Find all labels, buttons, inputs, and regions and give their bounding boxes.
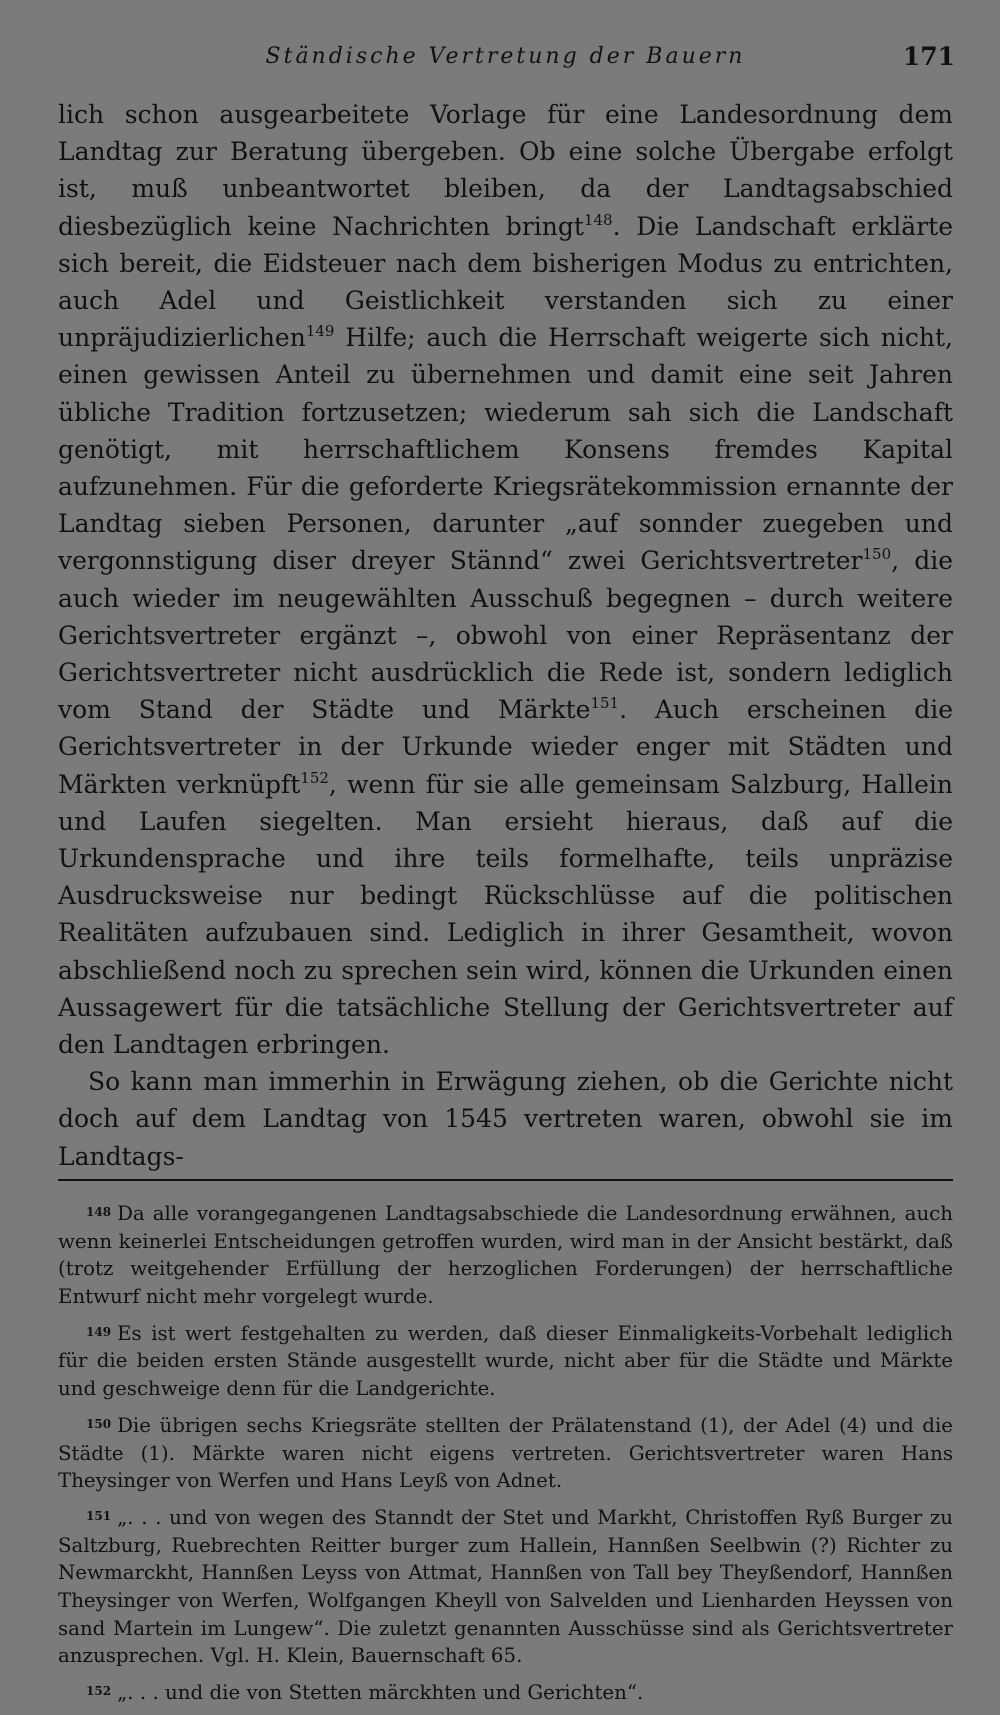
running-title: Ständische Vertretung der Bauern [265,44,746,69]
running-head [58,30,953,76]
footnote-ref-150: 150 [862,545,892,564]
page-number: 171 [902,42,955,71]
footnote-ref-148: 148 [583,210,613,229]
footnote-number: 151 [86,1508,112,1523]
text-run: , die auch wieder im neugewählten Ausschuß begegnen – durch weitere Gerichtsvertreter ergänzt –, obwohl von einer Repräsentanz der Gerichtsvertreter nicht ausdrücklich die Rede ist, sondern lediglich vom Stand der Städte und Märkte [58,546,954,725]
footnotes [58,1199,953,1707]
footnote-rule [58,1179,953,1181]
footnote-149 [58,1319,953,1403]
text-run: , wenn für sie alle gemeinsam Salzburg, Hallein und Laufen siegelten. Man ersieht hieraus, daß auf die Urkundensprache und ihre teils formelhafte, teils unpräzise Ausdrucksweise nur bedingt Rückschlüsse auf die politischen Realitäten aufzubauen sind. Lediglich in ihrer Gesamtheit, wovon abschließend noch zu sprechen sein wird, können die Urkunden einen Aussagewert für die tatsächliche Stellung der Gerichtsvertreter auf den Landtagen erbringen. [58,769,953,1060]
footnote-148 [58,1199,953,1311]
text-run: Hilfe; auch die Herrschaft weigerte sich nicht, einen gewissen Anteil zu übernehmen und damit eine seit Jahren übliche Tradition fortzusetzen; wiederum sah sich die Landschaft genötigt, mit herrschaftlichem Konsens fremdes Kapital aufzunehmen. Für die geforderte Kriegsrätekommission ernannte der Landtag sieben Personen, darunter „auf sonnder zuegeben und vergonnstigung diser dreyer Stännd“ zwei Gerichtsvertreter [58,323,953,576]
footnote-text: Es ist wert festgehalten zu werden, daß dieser Einmaligkeits-Vorbehalt lediglich für die beiden ersten Stände ausgestellt wurde, nicht aber für die Städte und Märkte und geschweige denn für die Landgerichte. [58,1321,953,1401]
paragraph-2: So kann man immerhin in Erwägung ziehen, ob die Gerichte nicht doch auf dem Landtag von 1545 vertreten waren, obwohl sie im Landtags- [58,1067,953,1171]
footnote-text: „. . . und die von Stetten märckhten und Gerichten“. [117,1681,644,1705]
text-run: lich schon ausgearbeitete Vorlage für eine Landesordnung dem Landtag zur Beratung übergeben. Ob eine solche Übergabe erfolgt ist, muß unbeantwortet bleiben, da der Landtagsabschied diesbezüglich keine Nachrichten bringt [58,100,953,241]
footnote-number: 150 [86,1416,112,1431]
footnote-text: „. . . und von wegen des Stanndt der Stet und Markht, Christoffen Ryß Burger zu Saltzburg, Ruebrechten Reitter burger zum Hallein, Hannßen Seelbwin (?) Richter zu Newmarckht, Hannßen Leyss von Attmat, Hannßen von Tall bey Theyßendorf, Hannßen Theysinger von Werfen, Wolfgangen Kheyll von Salvelden und Lienharden Heyssen von sand Martein im Lungew“. Die zuletzt genannten Ausschüsse sind als Gerichtsvertreter anzusprechen. Vgl. H. Klein, Bauernschaft 65. [58,1505,953,1668]
footnote-number: 152 [86,1684,112,1699]
footnote-ref-149: 149 [305,322,335,341]
footnote-number: 148 [86,1204,112,1219]
footnote-ref-152: 152 [300,768,329,787]
text-run: . Die Landschaft erklärte sich bereit, die Eidsteuer nach dem bisherigen Modus zu entrichten, auch Adel und Geistlichkeit verstanden sich zu einer unpräjudizierlichen [58,211,953,353]
footnote-150 [58,1411,953,1495]
footnote-number: 149 [86,1324,112,1339]
footnote-ref-151: 151 [590,694,620,713]
footnote-text: Die übrigen sechs Kriegsräte stellten der Prälatenstand (1), der Adel (4) und die Städte (1). Märkte waren nicht eigens vertreten. Gerichtsvertreter waren Hans Theysinger von Werfen und Hans Leyß von Adnet. [58,1413,953,1493]
footnote-text: Da alle vorangegangenen Landtagsabschiede die Landesordnung erwähnen, auch wenn keinerlei Entscheidungen getroffen wurden, wird man in der Ansicht bestärkt, daß (trotz weitgehender Erfüllung der herzoglichen Forderungen) der herrschaftliche Entwurf nicht mehr vorgelegt wurde. [58,1201,953,1308]
book-page [58,30,953,1715]
text-run: . Auch erscheinen die Gerichtsvertreter in der Urkunde wieder enger mit Städten und Märkten verknüpft [58,695,953,799]
footnote-152 [58,1678,953,1707]
paragraph-1 [58,96,953,1063]
body-text [58,96,953,1175]
footnote-151 [58,1503,953,1670]
